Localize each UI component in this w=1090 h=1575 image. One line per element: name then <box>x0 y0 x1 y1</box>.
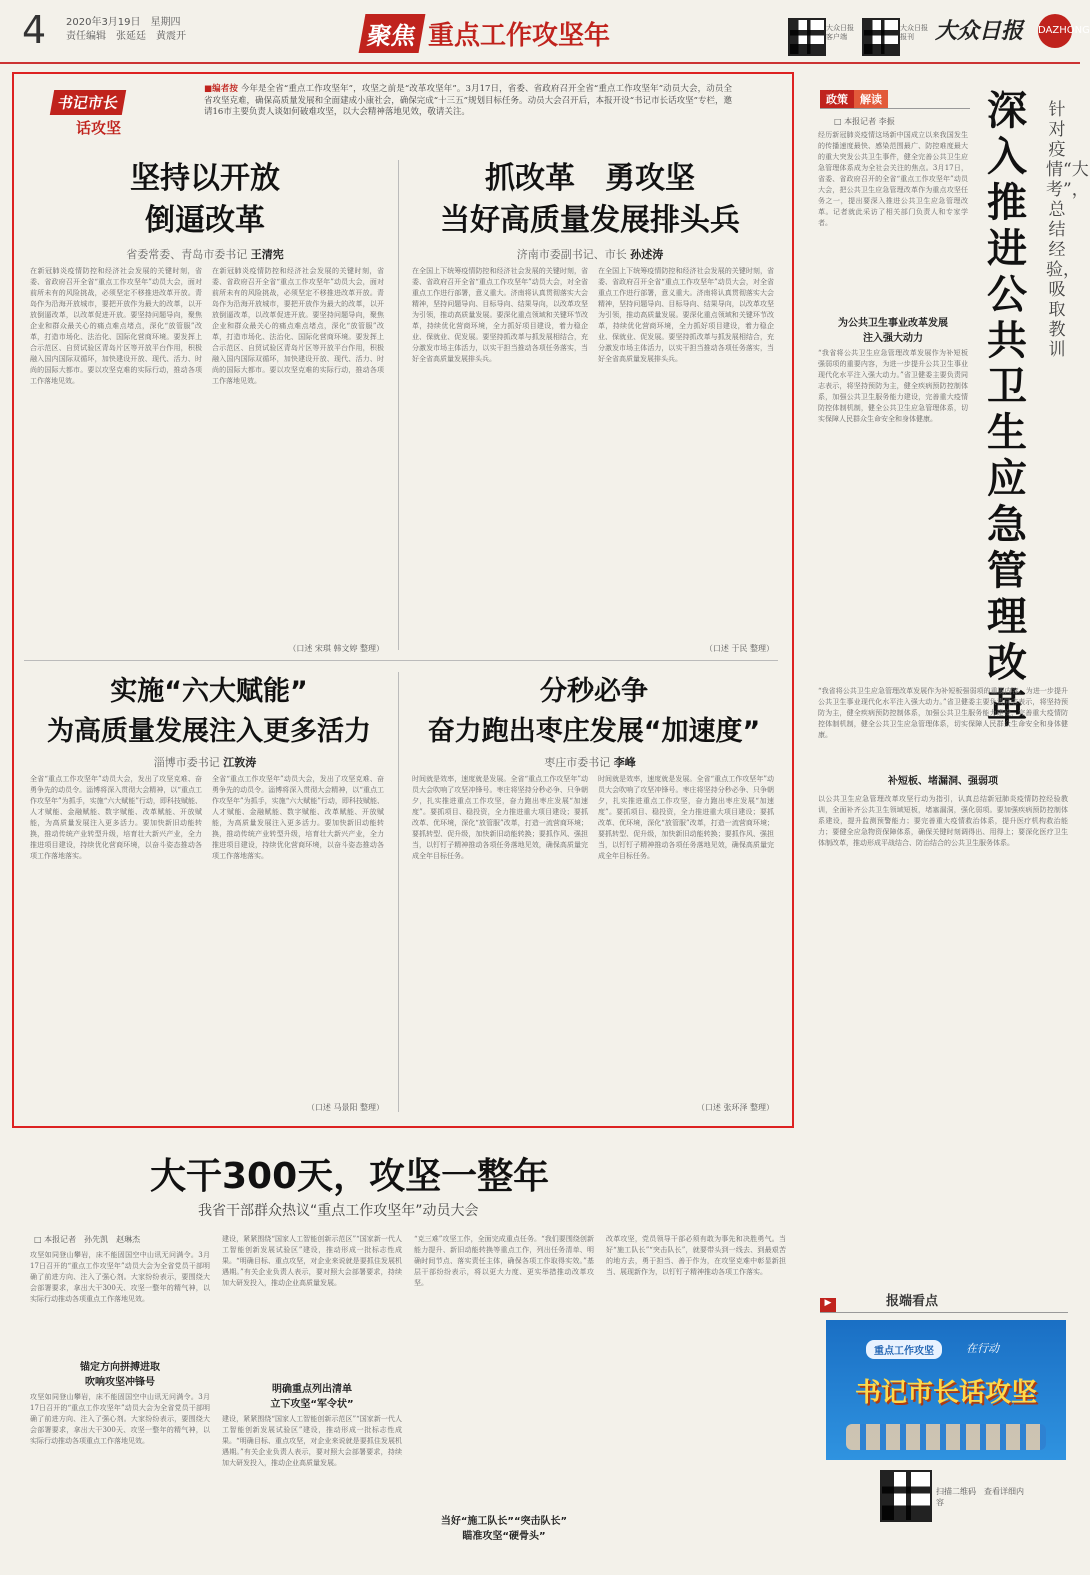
bottom-body: 建设，紧紧围绕“国家人工智能创新示范区”“国家新一代人工智能创新发展试验区”建设，推动形成一批标志性成果。“明确目标、重点攻坚，对企业来说就是要抓住发展机遇期。”有关企业负责人表示，要对照大会部署要求，持续加大研发投入，推动企业高质量发展。 <box>222 1235 402 1287</box>
sidebar-body: “我省将公共卫生应急管理改革发展作为补短板强弱项的重要内容，为进一步提升公共卫生事业现代化水平注入强大动力。”省卫健委主要负责同志表示，将坚持预防为主，健全疾病预防控制体系，加强公共卫生服务能力建设，完善重大疫情防控体制机制，健全公共卫生应急管理体系，切实保障人民群众生命安全和身体健康。 <box>818 349 968 423</box>
headline-line[interactable]: 奋力跑出枣庄发展“加速度” <box>427 716 761 747</box>
sidebar-subtitle: 针对疫情“大考”，总结经验，吸取教训 <box>1046 100 1089 360</box>
header-meta <box>66 16 186 44</box>
subhead-line: 注入强大动力 <box>863 333 923 344</box>
qr-code-icon[interactable] <box>862 18 900 56</box>
bottom-body: 攻坚如同登山攀岩，床不能固国空中山讯无问满令。3月17日召开的“重点工作攻坚年”动员大会为全省党员干部明确了前进方向、注入了强心剂。大家纷纷表示，要围绕大会部署要求，拿出大干300天、攻坚一整年的精气神，以实际行动推动各项重点工作落地见效。 <box>30 1251 210 1303</box>
bottom-subhead <box>414 1512 594 1542</box>
headline-line[interactable]: 实施“六大赋能” <box>110 676 308 707</box>
sidebar-body: 经历新冠肺炎疫情这场新中国成立以来我国发生的传播速度最快、感染范围最广、防控难度最大的重大突发公共卫生事件，健全完善公共卫生应急管理体系成为全社会关注的焦点。3月17日，省委、省政府召开的全省“重点工作攻坚年”动员大会，把公共卫生应急管理改革作为重点攻坚任务之一，提出要深入推进公共卫生应急管理改革。记者就此采访了相关部门负责人和专家学者。 <box>818 131 968 227</box>
banner-title: 重点工作攻坚年 <box>428 21 611 51</box>
promo-italic: 在行动 <box>966 1342 999 1355</box>
sidebar-headline[interactable]: 深入推进公共卫生应急管理改革 <box>987 88 1027 732</box>
article-body: 时间就是效率，速度就是发展。全省“重点工作攻坚年”动员大会吹响了攻坚冲锋号。枣庄将坚持分秒必争、只争朝夕，扎实推进重点工作攻坚，奋力跑出枣庄发展“加速度”。要抓项目、稳投资，全力推进重大项目建设；要抓改革、优环境，深化“放管服”改革，打造一流营商环境；要抓转型、促升级，加快新旧动能转换；要抓作风、强担当，以钉钉子精神推动各项任务落地见效，确保高质量完成全年目标任务。 <box>598 775 774 860</box>
headline-line[interactable]: 抓改革 勇攻坚 <box>485 161 695 196</box>
section-banner <box>362 14 692 54</box>
article-headline[interactable] <box>40 158 370 242</box>
byline-role: 省委常委、青岛市委书记 <box>126 248 248 261</box>
qr-code-icon[interactable] <box>880 1470 932 1522</box>
column-divider <box>398 672 399 1112</box>
subhead-line: 为公共卫生事业改革发展 <box>838 318 948 329</box>
article-body: 在全国上下统筹疫情防控和经济社会发展的关键时刻，省委、省政府召开全省“重点工作攻坚年”动员大会，对全省重点工作进行部署，意义重大。济南将认真贯彻落实大会精神，坚持问题导向、目标导向、结果导向，以改革攻坚为引领，推动高质量发展。要深化重点领域和关键环节改革，持续优化营商环境，全力抓好项目建设，着力稳企业、保就业、促发展。要坚持抓改革与抓发展相结合，充分激发市场主体活力，以实干担当推动各项任务落实，当好全省高质量发展排头兵。 <box>412 267 588 363</box>
headline-line[interactable]: 分秒必争 <box>540 676 648 707</box>
policy-badge <box>820 88 930 106</box>
editors-line: 责任编辑 张延廷 黄震开 <box>66 31 186 42</box>
qr-code-icon[interactable] <box>788 18 826 56</box>
qr2-label: 大众日报报刊 <box>900 24 928 41</box>
sidebar-subhead <box>818 314 968 344</box>
bottom-body: 改革攻坚，党员领导干部必须有敢为事先和决胜勇气。当好“施工队长”“突击队长”，就要带头到一线去、到最艰苦的地方去，勇于担当、善于作为，在攻坚克难中彰显新担当、展现新作为，以钉钉子精神推动各项工作落实。 <box>606 1235 786 1276</box>
badge-tag1: 政策 <box>820 90 854 108</box>
article-body: 全省“重点工作攻坚年”动员大会，发出了攻坚克难、奋勇争先的动员令。淄博将深入贯彻大会精神，以“重点工作攻坚年”为抓手，实施“六大赋能”行动，即科技赋能、人才赋能、金融赋能、数字赋能、改革赋能、开放赋能，为高质量发展注入更多活力。要加快新旧动能转换，推动传统产业转型升级，培育壮大新兴产业，全力推进项目建设，持续优化营商环境，以奋斗姿态推动各项工作落地落实。 <box>212 775 384 860</box>
qr1-label: 大众日报客户端 <box>826 24 854 41</box>
byline-name: 孙述涛 <box>630 248 664 261</box>
byline <box>40 754 370 770</box>
bottom-body: 攻坚如同登山攀岩，床不能固国空中山讯无问满令。3月17日召开的“重点工作攻坚年”动员大会为全省党员干部明确了前进方向、注入了强心剂。大家纷纷表示，要围绕大会部署要求，拿出大干300天、攻坚一整年的精气神，以实际行动推动各项重点工作落地见效。 <box>30 1393 210 1445</box>
badge-line2: 话攻坚 <box>76 119 122 137</box>
sidebar-subhead: 补短板、堵漏洞、强弱项 <box>888 776 998 787</box>
subhead-line: 立下攻坚“军令状” <box>270 1399 354 1410</box>
subhead-line: 当好“施工队长”“突击队长” <box>440 1516 568 1527</box>
article-headline[interactable] <box>410 158 770 242</box>
row-divider <box>24 660 778 661</box>
article-body: 在新冠肺炎疫情防控和经济社会发展的关键时刻，省委、省政府召开全省“重点工作攻坚年”动员大会，面对前所未有的风险挑战，必须坚定不移推进改革开放。青岛作为沿海开放城市，要把开放作为最大的改革，以开放倒逼改革，以改革促进开放。要坚持问题导向，聚焦企业和群众最关心的痛点难点堵点，深化“放管服”改革，打造市场化、法治化、国际化营商环境。要发挥上合示范区、自贸试验区青岛片区等开放平台作用，积极融入国内国际双循环，加快建设开放、现代、活力、时尚的国际大都市。要以攻坚克难的实际行动，推动各项工作落地见效。 <box>30 267 202 385</box>
byline <box>410 246 770 262</box>
byline-name: 李峰 <box>613 756 636 769</box>
bottom-subheadline: 我省干部群众热议“重点工作攻坚年”动员大会 <box>198 1203 479 1219</box>
promo-qr-text: 扫描二维码 查看详细内容 <box>936 1487 1024 1507</box>
subhead-line: 锚定方向拼搏进取 <box>80 1362 160 1373</box>
newspaper-logo: 大众日报 <box>935 18 1024 44</box>
sidebar-author: □ 本报记者 李振 <box>834 117 895 126</box>
headline-line[interactable]: 倒逼改革 <box>145 203 265 238</box>
bottom-headline[interactable]: 大干300天，攻坚一整年 <box>150 1156 550 1197</box>
headline-line[interactable]: 坚持以开放 <box>130 161 280 196</box>
column-divider <box>398 160 399 650</box>
headline-line[interactable]: 当好高质量发展排头兵 <box>440 203 740 238</box>
article-credit: （口述 于民 整理） <box>704 644 774 653</box>
subhead-line: 吹响攻坚冲锋号 <box>85 1377 155 1388</box>
badge-tag2: 解读 <box>854 90 888 108</box>
bottom-subhead <box>30 1358 210 1388</box>
article-credit: （口述 张环泽 整理） <box>696 1103 774 1112</box>
promo-pill: 重点工作攻坚 <box>866 1340 942 1359</box>
bottom-author: □ 本报记者 孙先凯 赵琳杰 <box>34 1235 141 1244</box>
article-credit: （口述 宋琪 韩文婷 整理） <box>288 644 384 653</box>
byline-role: 枣庄市委书记 <box>544 756 611 769</box>
column-badge <box>52 90 162 137</box>
promo-label <box>820 1290 1068 1313</box>
article-headline[interactable] <box>404 672 784 752</box>
banner-tag: 聚焦 <box>359 14 426 53</box>
article-credit: （口述 马景阳 整理） <box>306 1103 384 1112</box>
logo-mark-icon: DAZHONG <box>1038 14 1072 48</box>
issue-date: 2020年3月19日 星期四 <box>66 17 181 28</box>
article-headline[interactable] <box>20 672 398 752</box>
byline <box>40 246 370 262</box>
page-number: 4 <box>22 8 47 52</box>
subhead-line: 瞄准攻坚“硬骨头” <box>462 1531 546 1542</box>
article-body: 全省“重点工作攻坚年”动员大会，发出了攻坚克难、奋勇争先的动员令。淄博将深入贯彻大会精神，以“重点工作攻坚年”为抓手，实施“六大赋能”行动，即科技赋能、人才赋能、金融赋能、数字赋能、改革赋能、开放赋能，为高质量发展注入更多活力。要加快新旧动能转换，推动传统产业转型升级，培育壮大新兴产业，全力推进项目建设，持续优化营商环境，以奋斗姿态推动各项工作落地落实。 <box>30 775 202 860</box>
hands-illustration-icon <box>846 1424 1046 1450</box>
bottom-body: “克三难”攻坚工作，全面完成重点任务。“我们要围绕创新能力提升、新旧动能转换等重点工作，列出任务清单、明确时间节点、落实责任主体，确保各项工作取得实效。”基层干部纷纷表示，将以更大力度、更实举措推动改革攻坚。 <box>414 1235 594 1287</box>
subhead-line: 明确重点列出清单 <box>272 1384 352 1395</box>
badge-line1: 书记市长 <box>50 90 126 115</box>
byline-role: 淄博市委书记 <box>153 756 220 769</box>
promo-label-text: 报端看点 <box>886 1294 939 1309</box>
article-body: 时间就是效率，速度就是发展。全省“重点工作攻坚年”动员大会吹响了攻坚冲锋号。枣庄将坚持分秒必争、只争朝夕，扎实推进重点工作攻坚，奋力跑出枣庄发展“加速度”。要抓项目、稳投资，全力推进重大项目建设；要抓改革、优环境，深化“放管服”改革，打造一流营商环境；要抓转型、促升级，加快新旧动能转换；要抓作风、强担当，以钉钉子精神推动各项任务落地见效，确保高质量完成全年目标任务。 <box>412 775 588 860</box>
article-body: 在全国上下统筹疫情防控和经济社会发展的关键时刻，省委、省政府召开全省“重点工作攻坚年”动员大会，对全省重点工作进行部署，意义重大。济南将认真贯彻落实大会精神，坚持问题导向、目标导向、结果导向，以改革攻坚为引领，推动高质量发展。要深化重点领域和关键环节改革，持续优化营商环境，全力抓好项目建设，着力稳企业、保就业、促发展。要坚持抓改革与抓发展相结合，充分激发市场主体活力，以实干担当推动各项任务落实，当好全省高质量发展排头兵。 <box>598 267 774 363</box>
headline-line[interactable]: 为高质量发展注入更多活力 <box>47 716 371 747</box>
article-body: 在新冠肺炎疫情防控和经济社会发展的关键时刻，省委、省政府召开全省“重点工作攻坚年”动员大会，面对前所未有的风险挑战，必须坚定不移推进改革开放。青岛作为沿海开放城市，要把开放作为最大的改革，以开放倒逼改革，以改革促进开放。要坚持问题导向，聚焦企业和群众最关心的痛点难点堵点，深化“放管服”改革，打造市场化、法治化、国际化营商环境。要发挥上合示范区、自贸试验区青岛片区等开放平台作用，积极融入国内国际双循环，加快建设开放、现代、活力、时尚的国际大都市。要以攻坚克难的实际行动，推动各项工作落地见效。 <box>212 267 384 385</box>
promo-title: 书记市长话攻坚 <box>854 1378 1037 1408</box>
bottom-body: 建设，紧紧围绕“国家人工智能创新示范区”“国家新一代人工智能创新发展试验区”建设，推动形成一批标志性成果。“明确目标、重点攻坚，对企业来说就是要抓住发展机遇期。”有关企业负责人表示，要对照大会部署要求，持续加大研发投入，推动企业高质量发展。 <box>222 1415 402 1467</box>
editor-note <box>204 84 732 119</box>
sidebar-body: 以公共卫生应急管理改革攻坚行动为指引，认真总结新冠肺炎疫情防控经验教训，全面补齐公共卫生领域短板，堵塞漏洞，强化弱项。要加强疾病预防控制体系建设，提升监测预警能力；要完善重大疫情救治体系，提升医疗机构救治能力；要健全应急物资保障体系，确保关键时刻调得出、用得上；要深化医疗卫生体制改革，推动形成平战结合、防治结合的公共卫生服务体系。 <box>818 795 1068 847</box>
promo-icon: ▶ <box>820 1298 836 1312</box>
byline <box>410 754 770 770</box>
editor-note-lead: ■编者按 <box>204 84 238 94</box>
bottom-subhead <box>222 1380 402 1410</box>
editor-note-text: 今年是全省“重点工作攻坚年”，攻坚之前是“改革攻坚年”。3月17日，省委、省政府召开全省“重点工作攻坚年”动员大会，动员全省攻坚克难，确保高质量发展和全面建成小康社会，确保完成“十三五”规划目标任务。动员大会召开后，本报开设“书记市长话攻坚”专栏，邀请16市主要负责人谈如何破难攻坚，以大会精神落地见效，敬请关注。 <box>204 84 732 117</box>
byline-name: 江敦涛 <box>223 756 257 769</box>
divider <box>820 108 970 109</box>
sidebar-body: “我省将公共卫生应急管理改革发展作为补短板强弱项的重要内容，为进一步提升公共卫生事业现代化水平注入强大动力。”省卫健委主要负责同志表示，将坚持预防为主，健全疾病预防控制体系，加强公共卫生服务能力建设，完善重大疫情防控体制机制，健全公共卫生应急管理体系，切实保障人民群众生命安全和身体健康。 <box>818 687 1068 739</box>
promo-banner[interactable] <box>826 1320 1066 1460</box>
byline-role: 济南市委副书记、市长 <box>516 248 627 261</box>
byline-name: 王清宪 <box>250 248 284 261</box>
